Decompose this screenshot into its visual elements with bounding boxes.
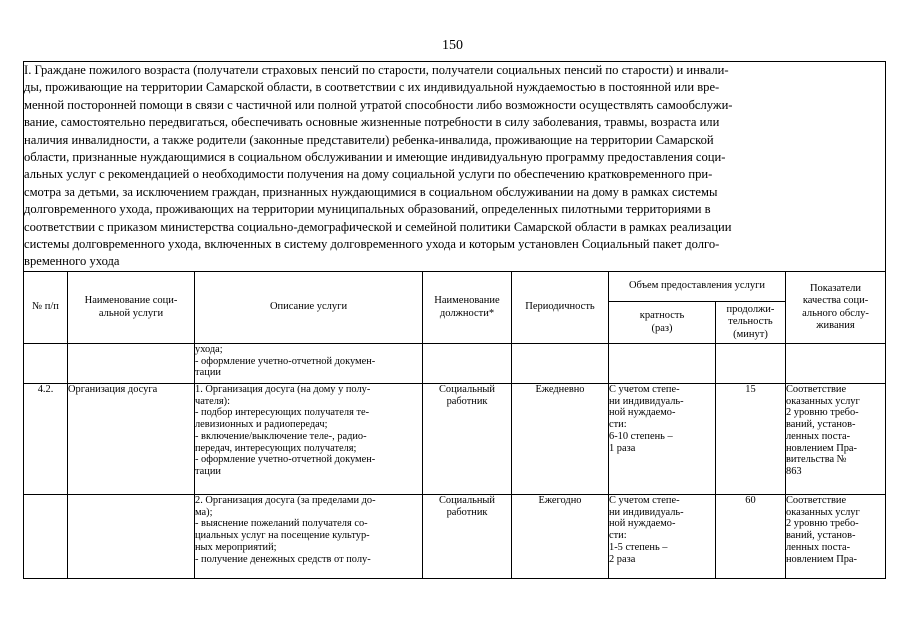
- text-line: долговременного ухода, проживающих на территории муниципальных образований, определенных пилотными территориями в: [24, 202, 711, 217]
- text-line: сти:: [609, 419, 627, 431]
- text-line: Соответствие: [786, 384, 847, 395]
- text-line: живания: [816, 320, 855, 331]
- text-line: Показатели: [809, 282, 862, 294]
- row-duration: 60: [716, 495, 786, 579]
- text-line: ленных поста-: [786, 541, 851, 553]
- text-line: ухода;: [195, 344, 223, 355]
- text-line: новлением Пра-: [786, 442, 857, 454]
- text-line: оказанных услуг: [786, 506, 860, 518]
- text-line: - включение/выключение теле-, радио-: [195, 430, 367, 442]
- text-line: Социальный: [439, 384, 495, 395]
- header-duration: [716, 302, 786, 344]
- services-table: [23, 61, 886, 579]
- header-position: [423, 272, 512, 344]
- text-line: Соответствие: [786, 495, 847, 506]
- row-frequency: [609, 495, 716, 579]
- text-line: циальных услуг на посещение культур-: [195, 530, 370, 542]
- text-line: ни индивидуаль-: [609, 506, 684, 518]
- text-line: вание, самостоятельно передвигаться, обеспечивать основные жизненные потребности в силу заболевания, травмы, возраста или: [24, 115, 720, 130]
- row-frequency: [609, 384, 716, 495]
- text-line: альной услуги: [98, 307, 164, 319]
- text-line: ленных поста-: [786, 430, 851, 442]
- text-line: альных услуг с рекомендацией о необходимости получения на дому социальной услуги по обеспечению кратковременного при-: [24, 167, 713, 182]
- intro-text: [24, 62, 885, 271]
- text-line: вительства №: [786, 454, 847, 466]
- row-periodicity: Ежегодно: [512, 495, 609, 579]
- text-line: - получение денежных средств от полу-: [195, 553, 371, 565]
- header-service-name: [68, 272, 195, 344]
- text-line: ды, проживающие на территории Самарской области, в соответствии с их индивидуальной нуждаемостью в постоянной или вре-: [24, 80, 720, 95]
- text-line: ма);: [195, 506, 213, 518]
- text-line: кратность: [639, 310, 685, 321]
- text-line: - оформление учетно-отчетной докумен-: [195, 454, 376, 466]
- row-position: [423, 384, 512, 495]
- text-line: тельность: [728, 316, 773, 328]
- row-description: [195, 384, 423, 495]
- table-row: [24, 344, 886, 384]
- text-line: ваний, установ-: [786, 530, 856, 542]
- header-periodicity: Периодичность: [512, 272, 609, 344]
- header-row: [24, 272, 886, 302]
- row-duration: 15: [716, 384, 786, 495]
- text-line: С учетом степе-: [609, 384, 680, 395]
- text-line: передач, интересующих получателя;: [195, 442, 357, 454]
- text-line: I. Граждане пожилого возраста (получатели страховых пенсий по старости, получатели социальных пенсий по старости) и инвали-: [24, 63, 729, 77]
- text-line: Наименование соци-: [84, 295, 178, 306]
- row-num: 4.2.: [24, 384, 68, 495]
- text-line: продолжи-: [726, 303, 775, 315]
- text-line: области, признанные нуждающимися в социальном обслуживании и имеющие индивидуальную программу предоставления соци-: [24, 150, 726, 165]
- text-line: тации: [195, 465, 221, 477]
- text-line: ваний, установ-: [786, 419, 856, 431]
- text-line: 863: [786, 465, 802, 477]
- row-description: [195, 495, 423, 579]
- text-line: ной нуждаемо-: [609, 407, 676, 419]
- row-frequency: [609, 344, 716, 384]
- text-line: ального обслу-: [802, 307, 869, 319]
- header-volume: Объем предоставления услуги: [609, 272, 786, 302]
- header-quality: [786, 272, 886, 344]
- table-row: [24, 384, 886, 495]
- row-quality: [786, 344, 886, 384]
- text-line: - выяснение пожеланий получателя со-: [195, 518, 368, 530]
- text-line: 6-10 степень –: [609, 430, 673, 442]
- text-line: оказанных услуг: [786, 395, 860, 407]
- row-num: [24, 495, 68, 579]
- row-position: [423, 495, 512, 579]
- row-num: [24, 344, 68, 384]
- text-line: ной нуждаемо-: [609, 518, 676, 530]
- text-line: качества соци-: [802, 295, 869, 306]
- text-line: 2 уровню требо-: [786, 518, 859, 530]
- row-description: [195, 344, 423, 384]
- text-line: работник: [446, 395, 488, 407]
- text-line: С учетом степе-: [609, 495, 680, 506]
- header-frequency: [609, 302, 716, 344]
- page-number: 150: [442, 38, 463, 53]
- text-line: 2 уровню требо-: [786, 407, 859, 419]
- text-line: Наименование: [434, 295, 500, 306]
- text-line: наличия инвалидности, а также родители (законные представители) ребенка-инвалида, проживающие на территории Самарской: [24, 132, 714, 147]
- text-line: чателя):: [195, 395, 231, 407]
- text-line: 2 раза: [609, 553, 636, 565]
- text-line: тации: [195, 367, 221, 379]
- text-line: временного ухода: [24, 254, 120, 269]
- row-quality: [786, 384, 886, 495]
- table-row: [24, 495, 886, 579]
- text-line: смотра за детьми, за исключением граждан, признанных нуждающимися в социальном обслуживании на дому в рамках системы: [24, 184, 718, 199]
- text-line: системы долговременного ухода, включенных в систему долговременного ухода и которым установлен Социальный пакет долго-: [24, 237, 720, 252]
- row-service-name: [68, 495, 195, 579]
- text-line: Социальный: [439, 495, 495, 506]
- row-service-name: [68, 344, 195, 384]
- text-line: левизионных и радиопередач;: [195, 419, 328, 431]
- header-description: Описание услуги: [195, 272, 423, 344]
- text-line: сти:: [609, 530, 627, 542]
- text-line: менной посторонней помощи в связи с частичной или полной утратой способности либо возможности осуществлять самообслужи-: [24, 97, 733, 112]
- row-duration: [716, 344, 786, 384]
- row-periodicity: [512, 344, 609, 384]
- row-periodicity: Ежедневно: [512, 384, 609, 495]
- intro-row: [24, 62, 886, 272]
- text-line: ни индивидуаль-: [609, 395, 684, 407]
- text-line: 1. Организация досуга (на дому у полу-: [195, 384, 371, 395]
- text-line: 2. Организация досуга (за пределами до-: [195, 495, 376, 506]
- text-line: - оформление учетно-отчетной докумен-: [195, 355, 376, 367]
- row-service-name: Организация досуга: [68, 384, 195, 495]
- text-line: должности*: [439, 307, 495, 319]
- text-line: новлением Пра-: [786, 553, 857, 565]
- header-num: № п/п: [24, 272, 68, 344]
- text-line: (раз): [651, 322, 673, 334]
- category-description: [24, 62, 886, 272]
- text-line: 1 раза: [609, 442, 636, 454]
- text-line: работник: [446, 506, 488, 518]
- text-line: ных мероприятий;: [195, 541, 277, 553]
- text-line: соответствии с приказом министерства социально-демографической и семейной политики Самарской области в рамках реализации: [24, 219, 732, 234]
- row-quality: [786, 495, 886, 579]
- text-line: 1-5 степень –: [609, 541, 668, 553]
- text-line: (минут): [733, 328, 768, 340]
- row-position: [423, 344, 512, 384]
- text-line: - подбор интересующих получателя те-: [195, 407, 370, 419]
